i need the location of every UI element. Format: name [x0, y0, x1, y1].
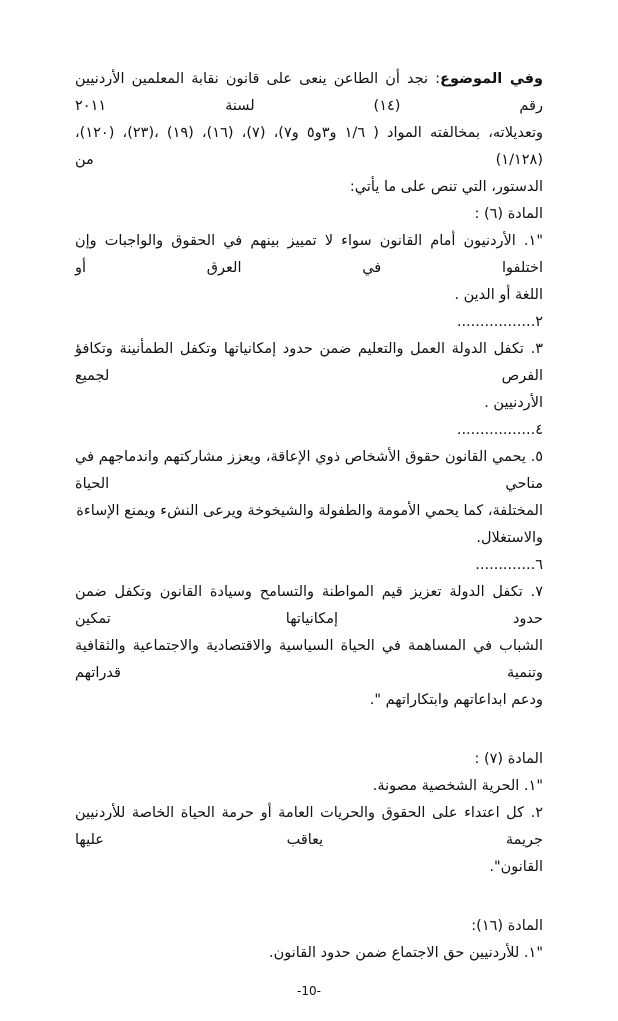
article-7-line: "١. الحرية الشخصية مصونة.	[372, 778, 543, 794]
article-6-line: ٥. يحمي القانون حقوق الأشخاص ذوي الإعاقة، ويعزز مشاركتهم واندماجهم في مناحي الحياة	[75, 449, 543, 492]
article-6-line: "١. الأردنيون أمام القانون سواء لا تمييز بينهم في الحقوق والواجبات وإن اختلفوا في العرق أو	[75, 233, 543, 276]
spacer	[75, 714, 543, 746]
article-6-line: ٣. تكفل الدولة العمل والتعليم ضمن حدود إمكانياتها وتكفل الطمأنينة وتكافؤ الفرص لجميع	[75, 341, 543, 384]
subject-label: وفي الموضوع	[440, 71, 543, 87]
intro-line-1	[75, 66, 543, 120]
article-6-line: ٦.............	[475, 557, 543, 573]
spacer	[75, 881, 543, 913]
article-7-line: ٢. كل اعتداء على الحقوق والحريات العامة أو حرمة الحياة الخاصة للأردنيين جريمة يعاقب عليها	[75, 805, 543, 848]
article-6-line: اللغة أو الدين .	[454, 287, 543, 303]
article-16-line: "١. للأردنيين حق الاجتماع ضمن حدود القانون.	[269, 945, 543, 961]
intro-line-2: وتعديلاته، بمخالفته المواد ( ١/٦ و٣و٥ و٧)، (٧)، (١٦)، (١٩) ،(٢٣)، (١٢٠)، (١/١٢٨) من	[75, 125, 544, 168]
article-6-line: الشباب في المساهمة في الحياة السياسية والاقتصادية والاجتماعية والثقافية وتنمية قدراتهم	[75, 638, 543, 681]
article-6-line: ٤.................	[456, 422, 543, 438]
article-16-heading: المادة (١٦):	[471, 918, 543, 934]
article-6-line: ودعم ابداعاتهم وابتكاراتهم ".	[369, 692, 543, 708]
page-number: -10-	[297, 984, 321, 998]
intro-line-3: الدستور، التي تنص على ما يأتي:	[349, 179, 543, 195]
article-7-heading: المادة (٧) :	[474, 751, 543, 767]
article-6-line: الأردنيين .	[484, 395, 543, 411]
article-6-line: ٢.................	[456, 314, 543, 330]
article-6-heading: المادة (٦) :	[474, 206, 543, 222]
article-7-line: القانون".	[489, 859, 543, 875]
article-6-line: ٧. تكفل الدولة تعزيز قيم المواطنة والتسامح وسيادة القانون وتكفل ضمن حدود إمكانياتها تمكين	[75, 584, 543, 627]
article-6-line: المختلفة، كما يحمي الأمومة والطفولة والشيخوخة ويرعى النشء ويمنع الإساءة والاستغلال.	[76, 503, 543, 546]
intro-text: : نجد أن الطاعن ينعى على قانون نقابة المعلمين الأردنيين رقم (١٤) لسنة ٢٠١١	[75, 71, 543, 114]
